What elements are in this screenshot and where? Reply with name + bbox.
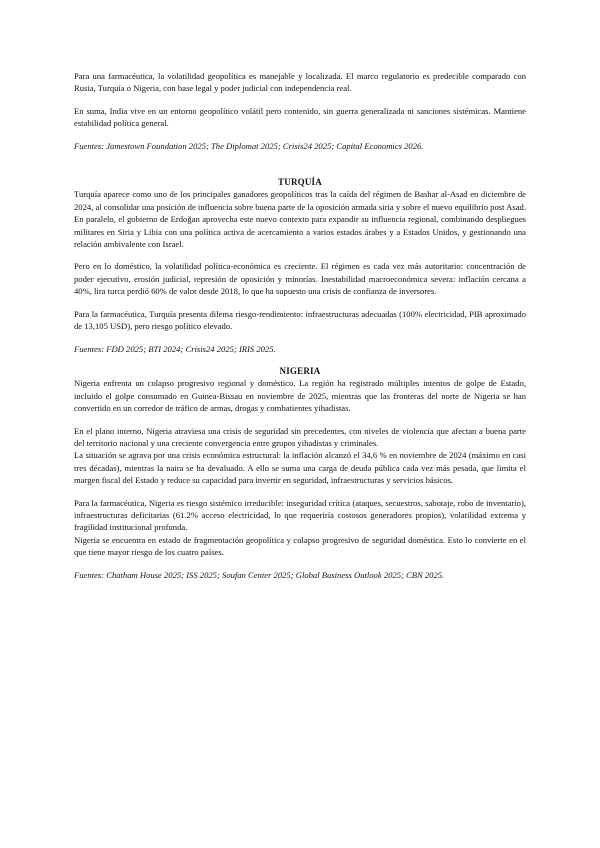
india-paragraph-2: En suma, India vive en un entorno geopolítico volátil pero contenido, sin guerra generalizada ni sanciones sistémicas. Mantiene estabilidad política general.: [74, 105, 526, 129]
turquia-paragraph-2: Pero en lo doméstico, la volatilidad política-económica es creciente. El régimen es cada vez más autoritario: concentración de poder ejecutivo, erosión judicial, represión de oposición y minorías. Inestabilidad macroeconómica severa: inflación cercana a 40%, lira turca perdió 60% de valor desde 2018, lo que ha supuesto una crisis de confianza de inversores.: [74, 261, 526, 297]
turquia-paragraph-1: Turquía aparece como uno de los principales ganadores geopolíticos tras la caída del régimen de Bashar al-Asad en diciembre de 2024, al consolidar una posición de influencia sobre buena parte de la oposición armada siria y sobre el nuevo equilibrio post Asad. En paralelo, el gobierno de Erdoğan aprovecha este nuevo contexto para expandir su influencia regional, combinando despliegues militares en Siria y Libia con una política activa de acercamiento a varios estados árabes y a Estados Unidos, y gestionando una relación ambivalente con Israel.: [74, 189, 526, 250]
nigeria-paragraph-1: Nigeria enfrenta un colapso progresivo regional y doméstico. La región ha registrado múltiples intentos de golpe de Estado, incluido el golpe consumado en Guinea-Bissau en noviembre de 2025, mientras que las fronteras del norte de Nigeria se han convertido en un corredor de tráfico de armas, drogas y combatientes yihadistas.: [74, 378, 526, 414]
nigeria-paragraph-4: Para la farmacéutica, Nigeria es riesgo sistémico irreducible: inseguridad crítica (ataques, secuestros, sabotaje, robo de inventario), infraestructuras deficitarias (61.2% acceso electricidad, lo que requeriría costosos generadores propios), volatilidad extrema y fragilidad institucional profunda.: [74, 497, 526, 533]
nigeria-paragraph-2: En el plano interno, Nigeria atraviesa una crisis de seguridad sin precedentes, con niveles de violencia que afectan a buena parte del territorio nacional y una creciente convergencia entre grupos yihadistas y criminales.: [74, 425, 526, 448]
section-title-turquia: TURQUÍA: [278, 177, 322, 188]
india-sources: Fuentes: Jamestown Foundation 2025; The Diplomat 2025; Crisis24 2025; Capital Economics 2026.: [74, 140, 424, 151]
nigeria-sources: Fuentes: Chatham House 2025; ISS 2025; Soufan Center 2025; Global Business Outlook 2025; CBN 2025.: [74, 569, 445, 580]
nigeria-paragraph-3: La situación se agrava por una crisis económica estructural: la inflación alcanzó el 34,6 % en noviembre de 2024 (máximo en casi tres décadas), mientras la naira se ha devaluado. A ello se suma una carga de deuda pública cada vez más pesada, que limita el margen fiscal del Estado y reduce su capacidad para invertir en seguridad, infraestructuras y servicios básicos.: [74, 450, 526, 486]
india-paragraph-1: Para una farmacéutica, la volatilidad geopolítica es manejable y localizada. El marco regulatorio es predecible comparado con Rusia, Turquía o Nigeria, con base legal y poder judicial con independencia real.: [74, 71, 526, 94]
turquia-sources: Fuentes: FDD 2025; BTI 2024; Crisis24 2025; IRIS 2025.: [74, 343, 276, 354]
section-title-nigeria: NIGERIA: [279, 365, 321, 376]
nigeria-paragraph-5: Nigeria se encuentra en estado de fragmentación geopolítica y colapso progresivo de seguridad doméstica. Esto lo convierte en el que tiene mayor riesgo de los cuatro países.: [74, 534, 526, 558]
turquia-paragraph-3: Para la farmacéutica, Turquía presenta dilema riesgo-rendimiento: infraestructuras adecuadas (100% electricidad, PIB aproximado de 13,105 USD), pero riesgo político elevado.: [74, 308, 526, 332]
